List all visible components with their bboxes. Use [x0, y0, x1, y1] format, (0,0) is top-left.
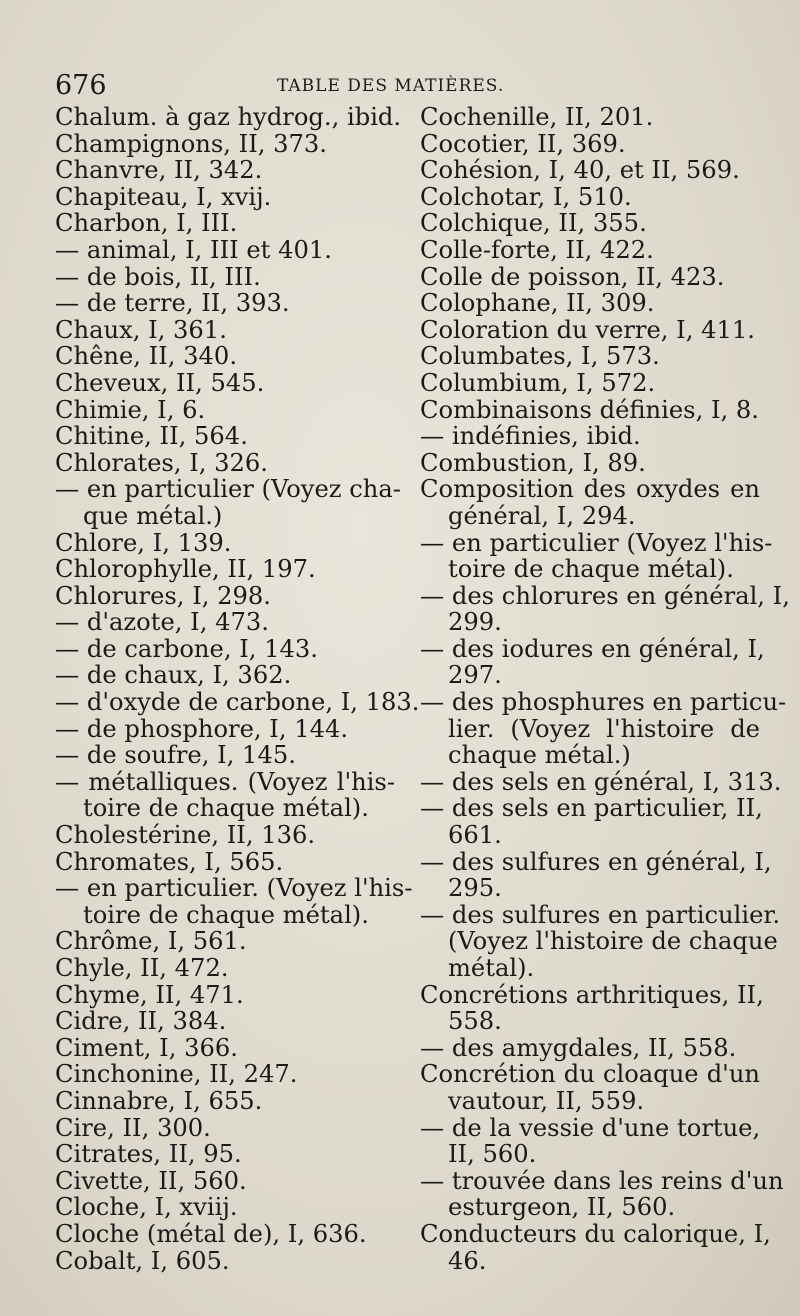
page-header [55, 70, 755, 100]
index-entry: Conducteurs du calorique, I, [420, 1219, 771, 1248]
index-entry: — de terre, II, 393. [55, 289, 290, 318]
index-entry-continuation: général, I, 294. [448, 501, 636, 530]
index-entry: — en particulier. (Voyez l'his- [55, 874, 413, 903]
index-entry: Cloche (métal de), I, 636. [55, 1219, 367, 1248]
index-entry: — des amygdales, II, 558. [420, 1033, 737, 1062]
index-entry: — des iodures en général, I, [420, 634, 765, 663]
index-entry: Chapiteau, I, xvij. [55, 182, 272, 211]
index-entry-continuation: 661. [448, 821, 502, 850]
index-entry: Champignons, II, 373. [55, 129, 327, 158]
index-entry: — des sels en particulier, II, [420, 794, 763, 823]
index-entry-continuation: 297. [448, 661, 502, 690]
index-entry: Columbates, I, 573. [420, 342, 660, 371]
index-entry: Civette, II, 560. [55, 1166, 247, 1195]
index-entry: Cohésion, I, 40, et II, 569. [420, 156, 740, 185]
index-entry-continuation: (Voyez l'histoire de chaque [448, 927, 778, 956]
index-entry: Chrôme, I, 561. [55, 927, 247, 956]
index-entry: — des sulfures en particulier. [420, 900, 781, 929]
index-entry-continuation: vautour, II, 559. [448, 1086, 645, 1115]
index-entry: Chlorures, I, 298. [55, 581, 271, 610]
index-entry: — des chlorures en général, I, [420, 581, 790, 610]
index-entry: Chlorates, I, 326. [55, 448, 268, 477]
index-entry: Cloche, I, xviij. [55, 1193, 238, 1222]
index-entry: Combinaisons définies, I, 8. [420, 395, 759, 424]
index-entry: Colchotar, I, 510. [420, 182, 632, 211]
index-entry: — des phosphures en particu- [420, 688, 787, 717]
index-entry: — de soufre, I, 145. [55, 741, 296, 770]
index-entry: Concrétions arthritiques, II, [420, 980, 764, 1009]
index-entry: Colle de poisson, II, 423. [420, 262, 725, 291]
index-column-left [55, 103, 420, 1275]
index-entry: Cobalt, I, 605. [55, 1246, 230, 1275]
index-entry: Cinchonine, II, 247. [55, 1060, 298, 1089]
index-entry: — de bois, II, III. [55, 262, 261, 291]
index-entry: Cholestérine, II, 136. [55, 821, 316, 850]
index-entry: — de phosphore, I, 144. [55, 714, 349, 743]
index-entry: Cidre, II, 384. [55, 1007, 227, 1036]
index-entry: Colophane, II, 309. [420, 289, 655, 318]
index-entry: Chitine, II, 564. [55, 422, 248, 451]
index-entry: Cochenille, II, 201. [420, 103, 654, 131]
index-entry: — métalliques. (Voyez l'his- [55, 767, 395, 796]
page-number: 676 [55, 70, 107, 101]
index-entry: — des sels en général, I, 313. [420, 767, 782, 796]
index-entry: Chêne, II, 340. [55, 342, 238, 371]
index-entry: Coloration du verre, I, 411. [420, 315, 755, 344]
index-entry: Composition des oxydes en [420, 475, 760, 504]
index-entry: — d'azote, I, 473. [55, 608, 269, 637]
index-entry: — des sulfures en général, I, [420, 847, 772, 876]
index-entry: Chalum. à gaz hydrog., ibid. [55, 103, 402, 131]
index-entry: — animal, I, III et 401. [55, 235, 332, 264]
index-entry: Colle-forte, II, 422. [420, 235, 654, 264]
index-entry-continuation: 295. [448, 874, 502, 903]
index-entry: Columbium, I, 572. [420, 368, 656, 397]
index-entry-continuation: 558. [448, 1007, 502, 1036]
index-entry: Cinnabre, I, 655. [55, 1086, 263, 1115]
index-entry: Chimie, I, 6. [55, 395, 206, 424]
index-entry: Citrates, II, 95. [55, 1140, 242, 1169]
index-entry: Chlorophylle, II, 197. [55, 555, 316, 584]
index-entry: — en particulier (Voyez cha- [55, 475, 401, 504]
index-entry-continuation: chaque métal.) [448, 741, 631, 770]
index-entry-continuation: que métal.) [83, 501, 223, 530]
index-entry-continuation: II, 560. [448, 1140, 537, 1169]
index-entry: — trouvée dans les reins d'un [420, 1166, 784, 1195]
index-entry-continuation: lier. (Voyez l'histoire de [448, 714, 760, 743]
index-column-right [420, 103, 790, 1275]
index-entry: Cire, II, 300. [55, 1113, 211, 1142]
index-entry: Charbon, I, III. [55, 209, 238, 238]
index-entry: Chyle, II, 472. [55, 954, 229, 982]
index-entry: Cocotier, II, 369. [420, 129, 626, 158]
index-entry: Chanvre, II, 342. [55, 156, 263, 185]
index-entry: — indéfinies, ibid. [420, 422, 641, 451]
index-entry: Combustion, I, 89. [420, 448, 646, 477]
index-entry: Colchique, II, 355. [420, 209, 647, 238]
index-entry: Chyme, II, 471. [55, 980, 244, 1009]
index-entry: — de la vessie d'une tortue, [420, 1113, 761, 1142]
index-entry: — de chaux, I, 362. [55, 661, 292, 690]
index-entry: — en particulier (Voyez l'his- [420, 528, 773, 557]
index-entry-continuation: toire de chaque métal). [83, 794, 369, 823]
index-entry: Ciment, I, 366. [55, 1033, 238, 1062]
running-title: TABLE DES MATIÈRES. [277, 76, 505, 96]
index-entry-continuation: toire de chaque métal). [83, 900, 369, 929]
index-entry: Cheveux, II, 545. [55, 368, 265, 397]
index-entry-continuation: métal). [448, 954, 535, 982]
index-entry-continuation: 299. [448, 608, 502, 637]
index-entry: Concrétion du cloaque d'un [420, 1060, 760, 1089]
index-entry-continuation: 46. [448, 1246, 487, 1275]
index-entry: Chromates, I, 565. [55, 847, 284, 876]
index-entry: — de carbone, I, 143. [55, 634, 318, 663]
index-entry: — d'oxyde de carbone, I, 183. [55, 688, 420, 717]
index-entry-continuation: esturgeon, II, 560. [448, 1193, 676, 1222]
index-entry: Chlore, I, 139. [55, 528, 232, 557]
index-entry: Chaux, I, 361. [55, 315, 227, 344]
index-entry-continuation: toire de chaque métal). [448, 555, 734, 584]
